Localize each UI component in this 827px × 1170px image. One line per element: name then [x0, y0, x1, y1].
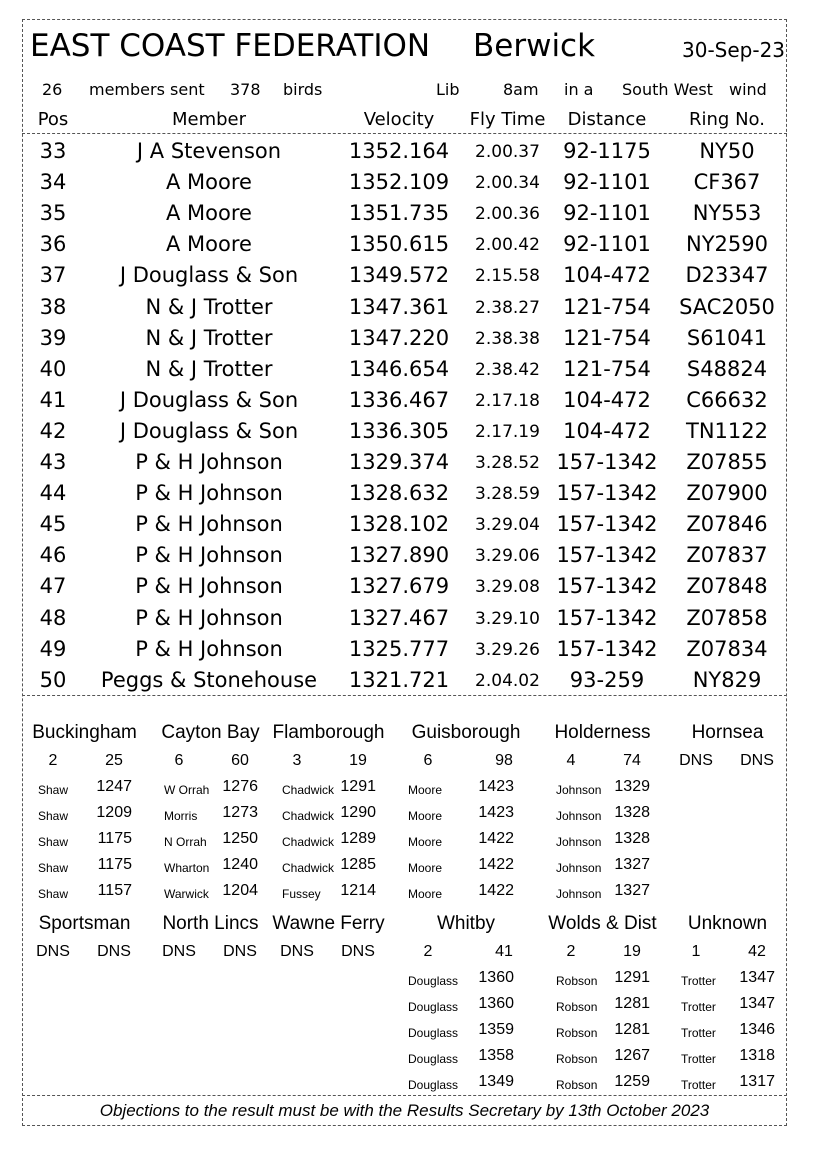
result-distance: 92-1101: [563, 170, 651, 195]
section-velocity: 1214: [340, 882, 376, 899]
birds-count: 378: [230, 80, 261, 99]
section-velocity: 1346: [739, 1021, 775, 1038]
section-member: W Orrah: [164, 783, 210, 797]
section-velocity: 1317: [739, 1073, 775, 1090]
section-velocity: 1204: [222, 882, 258, 899]
section-row: [396, 969, 546, 995]
result-member: P & H Johnson: [135, 574, 283, 599]
result-member: A Moore: [166, 232, 252, 257]
result-pos: 46: [39, 543, 67, 568]
result-ring: S48824: [686, 356, 768, 381]
section-name: Sportsman: [38, 913, 131, 934]
section-velocity: 1347: [739, 995, 775, 1012]
section-velocity: 1349: [478, 1073, 514, 1090]
section-members: DNS: [280, 943, 314, 960]
section-block: [22, 913, 147, 1083]
col-header-ring: Ring No.: [689, 109, 765, 130]
result-member: P & H Johnson: [135, 636, 283, 661]
result-row: [0, 357, 827, 388]
result-velocity: 1346.654: [348, 356, 450, 381]
result-pos: 36: [39, 232, 67, 257]
result-velocity: 1351.735: [348, 201, 450, 226]
result-velocity: 1352.109: [348, 170, 450, 195]
section-name: Whitby: [436, 913, 496, 934]
section-member: Chadwick: [282, 835, 335, 849]
result-row: [0, 388, 827, 419]
result-row: [0, 139, 827, 170]
lib-time: 8am: [503, 80, 539, 99]
result-row: [0, 170, 827, 201]
result-ring: NY2590: [686, 232, 768, 257]
section-name: Flamborough: [272, 722, 385, 743]
result-pos: 33: [39, 139, 67, 163]
section-member: Trotter: [681, 1052, 716, 1066]
section-row: [396, 778, 546, 804]
section-name: Cayton Bay: [161, 722, 260, 743]
section-row: [266, 804, 416, 830]
result-row: [0, 574, 827, 605]
section-name: Wawne Ferry: [272, 913, 385, 934]
result-fly-time: 2.15.58: [475, 266, 540, 287]
section-name: Buckingham: [32, 722, 137, 743]
section-velocity: 1359: [478, 1021, 514, 1038]
section-velocity: 1423: [478, 778, 514, 795]
section-velocity: 1175: [97, 830, 132, 847]
result-velocity: 1349.572: [348, 263, 450, 288]
section-velocity: 1290: [340, 804, 376, 821]
result-fly-time: 2.00.34: [475, 173, 540, 194]
col-header-velocity: Velocity: [363, 109, 435, 130]
section-block: [396, 913, 521, 1092]
result-velocity: 1321.721: [348, 667, 450, 692]
section-member: Johnson: [556, 861, 602, 875]
result-ring: D23347: [685, 263, 769, 288]
result-pos: 37: [39, 263, 67, 288]
result-velocity: 1325.777: [348, 636, 450, 661]
section-member: Trotter: [681, 1026, 716, 1040]
section-row: [665, 1021, 815, 1047]
section-member: Shaw: [38, 861, 69, 875]
result-fly-time: 2.38.38: [475, 328, 540, 349]
section-row: [396, 1047, 546, 1073]
section-members: 6: [423, 752, 433, 769]
result-distance: 92-1101: [563, 201, 651, 226]
result-row: [0, 637, 827, 668]
members-count: 26: [42, 80, 63, 99]
page-title: EAST COAST FEDERATION: [30, 28, 431, 64]
lib-label: Lib: [436, 80, 460, 99]
section-member: Douglass: [408, 974, 459, 988]
section-birds: 41: [495, 943, 513, 960]
result-fly-time: 3.29.10: [475, 608, 540, 629]
result-velocity: 1350.615: [348, 232, 450, 257]
section-member: Chadwick: [282, 783, 335, 797]
section-member: Morris: [164, 809, 198, 823]
section-block: [266, 722, 391, 901]
section-block: [665, 722, 790, 892]
result-ring: NY553: [692, 201, 762, 226]
col-header-member: Member: [171, 109, 247, 130]
result-fly-time: 3.29.08: [475, 577, 540, 598]
result-row: [0, 543, 827, 574]
result-ring: Z07834: [686, 636, 768, 661]
result-row: [0, 419, 827, 450]
result-ring: SAC2050: [679, 294, 775, 319]
section-block: [396, 722, 521, 901]
result-row: [0, 450, 827, 481]
section-birds: 19: [623, 943, 641, 960]
section-row: [396, 882, 546, 908]
result-pos: 39: [39, 325, 67, 350]
section-velocity: 1291: [614, 969, 650, 986]
result-distance: 121-754: [563, 294, 651, 319]
section-name: Holderness: [554, 722, 651, 743]
section-velocity: 1250: [222, 830, 258, 847]
section-velocity: 1281: [614, 1021, 650, 1038]
result-member: N & J Trotter: [145, 294, 273, 319]
result-row: [0, 512, 827, 543]
result-pos: 47: [39, 574, 67, 599]
section-velocity: 1329: [614, 778, 650, 795]
result-ring: NY50: [699, 139, 755, 163]
result-fly-time: 2.38.27: [475, 297, 540, 318]
result-pos: 35: [39, 201, 67, 226]
result-pos: 49: [39, 636, 67, 661]
result-pos: 50: [39, 667, 67, 692]
result-ring: Z07858: [686, 605, 768, 630]
section-name: Guisborough: [411, 722, 521, 743]
col-header-pos: Pos: [37, 109, 69, 130]
result-member: A Moore: [166, 170, 252, 195]
section-velocity: 1328: [614, 830, 650, 847]
section-member: Robson: [556, 1078, 598, 1092]
section-member: N Orrah: [164, 835, 207, 849]
result-member: P & H Johnson: [135, 512, 283, 537]
objections-note: Objections to the result must be with the Results Secretary by 13th October 2023: [99, 1101, 710, 1120]
result-ring: S61041: [686, 325, 768, 350]
section-member: Wharton: [164, 861, 210, 875]
result-velocity: 1347.361: [348, 294, 450, 319]
result-row: [0, 606, 827, 637]
result-distance: 104-472: [563, 418, 651, 443]
section-member: Johnson: [556, 809, 602, 823]
section-row: [396, 830, 546, 856]
result-member: P & H Johnson: [135, 481, 283, 506]
result-distance: 157-1342: [556, 512, 658, 537]
result-pos: 40: [39, 356, 67, 381]
section-birds: 60: [231, 752, 249, 769]
section-block: [540, 722, 665, 901]
section-velocity: 1281: [614, 995, 650, 1012]
result-ring: Z07855: [686, 450, 768, 474]
section-velocity: 1327: [614, 856, 650, 873]
result-distance: 157-1342: [556, 481, 658, 506]
section-name: Unknown: [687, 913, 768, 934]
result-pos: 45: [39, 512, 67, 537]
result-ring: TN1122: [686, 418, 768, 443]
section-velocity: 1318: [739, 1047, 775, 1064]
result-distance: 104-472: [563, 387, 651, 412]
section-block: [665, 913, 790, 1092]
section-row: [266, 830, 416, 856]
section-row: [396, 995, 546, 1021]
result-row: [0, 232, 827, 263]
section-row: [396, 1073, 546, 1099]
section-velocity: 1247: [96, 778, 132, 795]
section-velocity: 1358: [478, 1047, 514, 1064]
section-member: Robson: [556, 1026, 598, 1040]
section-member: Moore: [408, 861, 443, 875]
section-members: DNS: [679, 752, 713, 769]
result-fly-time: 2.04.02: [475, 670, 540, 691]
section-members: 3: [292, 752, 302, 769]
section-velocity: 1360: [478, 969, 514, 986]
section-velocity: 1360: [478, 995, 514, 1012]
in-a-label: in a: [564, 80, 594, 99]
section-member: Robson: [556, 974, 598, 988]
section-member: Robson: [556, 1000, 598, 1014]
result-fly-time: 3.29.26: [475, 639, 540, 660]
result-member: N & J Trotter: [145, 325, 273, 350]
section-velocity: 1347: [739, 969, 775, 986]
result-member: J Douglass & Son: [119, 263, 299, 288]
race-date: 30-Sep-23: [682, 38, 786, 62]
section-birds: 19: [349, 752, 367, 769]
result-member: P & H Johnson: [135, 605, 283, 630]
section-name: North Lincs: [162, 913, 259, 934]
section-members: 2: [423, 943, 433, 960]
section-member: Chadwick: [282, 809, 335, 823]
section-member: Douglass: [408, 1000, 459, 1014]
result-fly-time: 3.28.52: [475, 453, 540, 473]
result-pos: 34: [39, 170, 67, 195]
result-pos: 48: [39, 605, 67, 630]
result-ring: Z07848: [686, 574, 768, 599]
result-distance: 157-1342: [556, 636, 658, 661]
section-name: Hornsea: [691, 722, 764, 743]
col-header-distance: Distance: [567, 109, 647, 130]
section-member: Moore: [408, 835, 443, 849]
section-row: [396, 804, 546, 830]
result-velocity: 1329.374: [348, 450, 450, 474]
section-member: Douglass: [408, 1052, 459, 1066]
section-member: Chadwick: [282, 861, 335, 875]
result-row: [0, 481, 827, 512]
result-distance: 92-1101: [563, 232, 651, 257]
section-member: Fussey: [282, 887, 321, 901]
section-velocity: 1259: [614, 1073, 650, 1090]
result-member: J Douglass & Son: [119, 418, 299, 443]
section-velocity: 1157: [97, 882, 132, 899]
section-member: Douglass: [408, 1026, 459, 1040]
birds-label: birds: [283, 80, 323, 99]
section-row: [665, 1073, 815, 1099]
section-velocity: 1273: [222, 804, 258, 821]
result-distance: 104-472: [563, 263, 651, 288]
result-pos: 38: [39, 294, 67, 319]
section-velocity: 1267: [614, 1047, 650, 1064]
result-ring: NY829: [692, 667, 762, 692]
section-member: Trotter: [681, 1000, 716, 1014]
result-member: J Douglass & Son: [119, 387, 299, 412]
col-header-fly-time: Fly Time: [469, 109, 546, 130]
section-member: Moore: [408, 783, 443, 797]
section-row: [266, 778, 416, 804]
section-name: Wolds & Dist: [548, 913, 657, 934]
section-velocity: 1422: [478, 830, 514, 847]
section-velocity: 1209: [96, 804, 132, 821]
section-velocity: 1422: [478, 856, 514, 873]
result-distance: 121-754: [563, 356, 651, 381]
result-member: N & J Trotter: [145, 356, 273, 381]
section-member: Shaw: [38, 835, 69, 849]
result-member: P & H Johnson: [135, 450, 283, 474]
result-velocity: 1336.467: [348, 387, 450, 412]
result-fly-time: 3.28.59: [475, 484, 540, 505]
section-velocity: 1327: [614, 882, 650, 899]
result-member: Peggs & Stonehouse: [100, 667, 318, 692]
result-ring: C66632: [686, 387, 768, 412]
section-block: [266, 913, 391, 1083]
result-fly-time: 2.17.18: [475, 390, 540, 411]
result-pos: 44: [39, 481, 67, 506]
result-fly-time: 2.00.37: [475, 142, 540, 162]
section-velocity: 1291: [340, 778, 376, 795]
result-distance: 121-754: [563, 325, 651, 350]
result-row: [0, 201, 827, 232]
section-block: [148, 722, 273, 901]
result-pos: 43: [39, 450, 67, 474]
result-ring: CF367: [693, 170, 761, 195]
section-row: [396, 856, 546, 882]
section-velocity: 1422: [478, 882, 514, 899]
section-members: 2: [48, 752, 58, 769]
result-velocity: 1327.890: [348, 543, 450, 568]
result-row: [0, 326, 827, 357]
section-member: Moore: [408, 809, 443, 823]
section-members: DNS: [162, 943, 196, 960]
section-birds: DNS: [341, 943, 375, 960]
result-velocity: 1352.164: [348, 139, 450, 163]
result-fly-time: 2.17.19: [475, 421, 540, 442]
section-row: [665, 995, 815, 1021]
section-birds: 25: [105, 752, 123, 769]
section-members: 2: [566, 943, 576, 960]
section-birds: DNS: [97, 943, 131, 960]
result-ring: Z07846: [686, 512, 768, 537]
section-velocity: 1423: [478, 804, 514, 821]
section-member: Moore: [408, 887, 443, 901]
section-member: Warwick: [164, 887, 209, 901]
result-velocity: 1327.679: [348, 574, 450, 599]
section-velocity: 1240: [222, 856, 258, 873]
result-member: J A Stevenson: [136, 139, 282, 163]
section-birds: 98: [495, 752, 513, 769]
section-member: Robson: [556, 1052, 598, 1066]
result-ring: Z07837: [686, 543, 768, 568]
section-row: [396, 1021, 546, 1047]
section-member: Trotter: [681, 974, 716, 988]
section-row: [665, 1047, 815, 1073]
section-block: [148, 913, 273, 1083]
section-member: Johnson: [556, 835, 602, 849]
race-venue: Berwick: [473, 28, 596, 64]
result-distance: 157-1342: [556, 450, 658, 474]
section-block: [22, 722, 147, 901]
members-label: members sent: [89, 80, 205, 99]
result-velocity: 1328.102: [348, 512, 450, 537]
section-block: [540, 913, 665, 1092]
result-ring: Z07900: [686, 481, 768, 506]
result-fly-time: 3.29.06: [475, 546, 540, 567]
result-velocity: 1336.305: [348, 418, 450, 443]
result-row: [0, 668, 827, 699]
section-member: Shaw: [38, 887, 69, 901]
section-row: [266, 882, 416, 908]
result-pos: 42: [39, 418, 67, 443]
section-velocity: 1276: [222, 778, 258, 795]
section-velocity: 1328: [614, 804, 650, 821]
result-distance: 157-1342: [556, 605, 658, 630]
result-fly-time: 2.00.42: [475, 235, 540, 256]
result-distance: 157-1342: [556, 574, 658, 599]
section-velocity: 1289: [340, 830, 376, 847]
section-row: [665, 969, 815, 995]
result-fly-time: 2.38.42: [475, 359, 540, 380]
section-velocity: 1285: [340, 856, 376, 873]
section-members: 4: [566, 752, 576, 769]
result-fly-time: 3.29.04: [475, 515, 540, 536]
wind-label: wind: [729, 80, 767, 99]
section-members: 6: [174, 752, 184, 769]
result-velocity: 1327.467: [348, 605, 450, 630]
result-member: P & H Johnson: [135, 543, 283, 568]
section-birds: DNS: [740, 752, 774, 769]
section-birds: DNS: [223, 943, 257, 960]
header-divider: [22, 133, 787, 134]
result-distance: 92-1175: [563, 139, 651, 163]
section-member: Douglass: [408, 1078, 459, 1092]
result-row: [0, 263, 827, 294]
wind-direction: South West: [622, 80, 713, 99]
result-velocity: 1347.220: [348, 325, 450, 350]
result-distance: 93-259: [569, 667, 645, 692]
section-members: DNS: [36, 943, 70, 960]
section-row: [266, 856, 416, 882]
section-velocity: 1175: [97, 856, 132, 873]
section-member: Johnson: [556, 783, 602, 797]
result-pos: 41: [39, 387, 67, 412]
section-members: 1: [691, 943, 701, 960]
result-row: [0, 295, 827, 326]
section-birds: 42: [748, 943, 766, 960]
section-birds: 74: [623, 752, 641, 769]
result-distance: 157-1342: [556, 543, 658, 568]
result-member: A Moore: [166, 201, 252, 226]
section-member: Johnson: [556, 887, 602, 901]
section-member: Trotter: [681, 1078, 716, 1092]
section-member: Shaw: [38, 809, 69, 823]
result-fly-time: 2.00.36: [475, 204, 540, 225]
section-member: Shaw: [38, 783, 69, 797]
result-velocity: 1328.632: [348, 481, 450, 506]
